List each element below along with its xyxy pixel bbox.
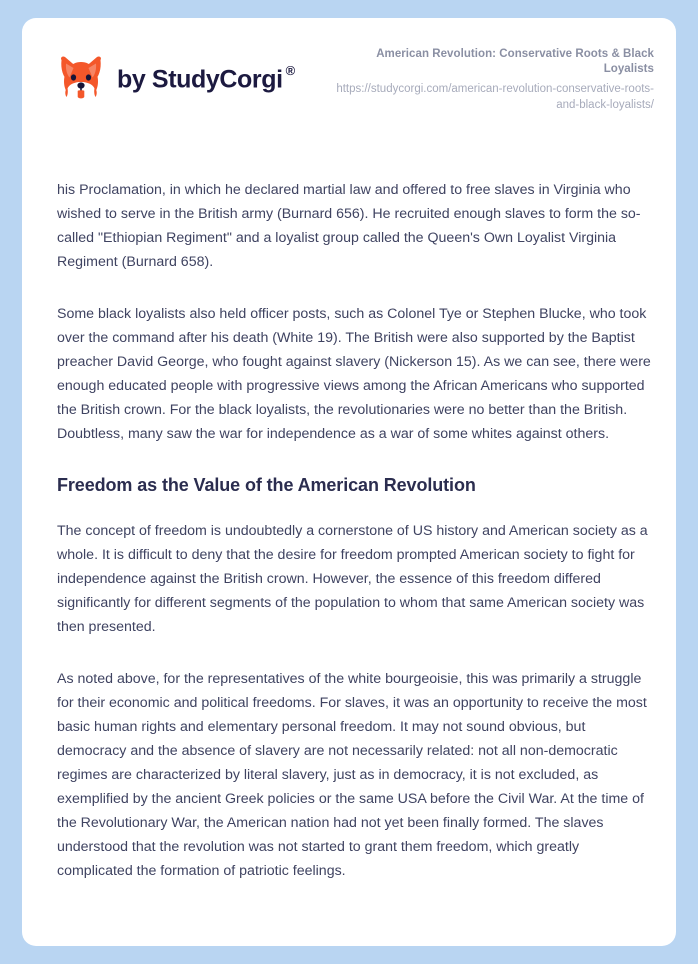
document-source-url[interactable]: https://studycorgi.com/american-revolution-conservative-roots-and-black-loyalists/ bbox=[336, 83, 654, 111]
registered-trademark-icon: ® bbox=[285, 63, 295, 79]
document-header bbox=[22, 18, 676, 140]
paragraph-3: The concept of freedom is undoubtedly a cornerstone of US history and American society as a whole. It is difficult to deny that the desire for freedom prompted American society to fight for independence against the British crown. However, the essence of this freedom differed significantly for different segments of the population to whom that same American society was then presented. bbox=[57, 523, 648, 636]
document-content bbox=[57, 178, 654, 883]
brand-wordmark-text: by StudyCorgi bbox=[117, 65, 283, 94]
section-heading-freedom: Freedom as the Value of the American Revolution bbox=[57, 475, 476, 495]
paragraph-4: As noted above, for the representatives of the white bourgeoisie, this was primarily a struggle for their economic and political freedoms. For slaves, it was an opportunity to receive the most basic human rights and elementary personal freedom. It may not sound obvious, but democracy and the absence of slavery are not necessarily related: not all non-democratic regimes are characterized by literal slavery, just as in democracy, it is not excluded, as exemplified by the ancient Greek policies or the same USA before the Civil War. At the time of the Revolutionary War, the American nation had not yet been finally formed. The slaves understood that the revolution was not started to grant them freedom, which greatly complicated the formation of patriotic feelings. bbox=[57, 671, 647, 880]
paragraph-2: Some black loyalists also held officer posts, such as Colonel Tye or Stephen Blucke, who took over the command after his death (White 19). The British were also supported by the Baptist preacher David George, who fought against slavery (Nickerson 15). As we can see, there were enough educated people with progressive views among the African Americans who supported the British crown. For the black loyalists, the revolutionaries were no better than the British. Doubtless, many saw the war for independence as a war of some whites against others. bbox=[57, 306, 651, 442]
document-paper bbox=[22, 18, 676, 946]
header-meta bbox=[324, 45, 654, 113]
brand-lockup[interactable] bbox=[57, 54, 295, 104]
document-title: American Revolution: Conservative Roots & Black Loyalists bbox=[376, 47, 654, 76]
brand-wordmark bbox=[117, 63, 295, 94]
paragraph-1: his Proclamation, in which he declared martial law and offered to free slaves in Virginia who wished to serve in the British army (Burnard 656). He recruited enough slaves to form the so-called "Ethiopian Regiment" and a loyalist group called the Queen's Own Loyalist Virginia Regiment (Burnard 658). bbox=[57, 182, 641, 270]
corgi-face-logo-icon bbox=[57, 54, 105, 104]
